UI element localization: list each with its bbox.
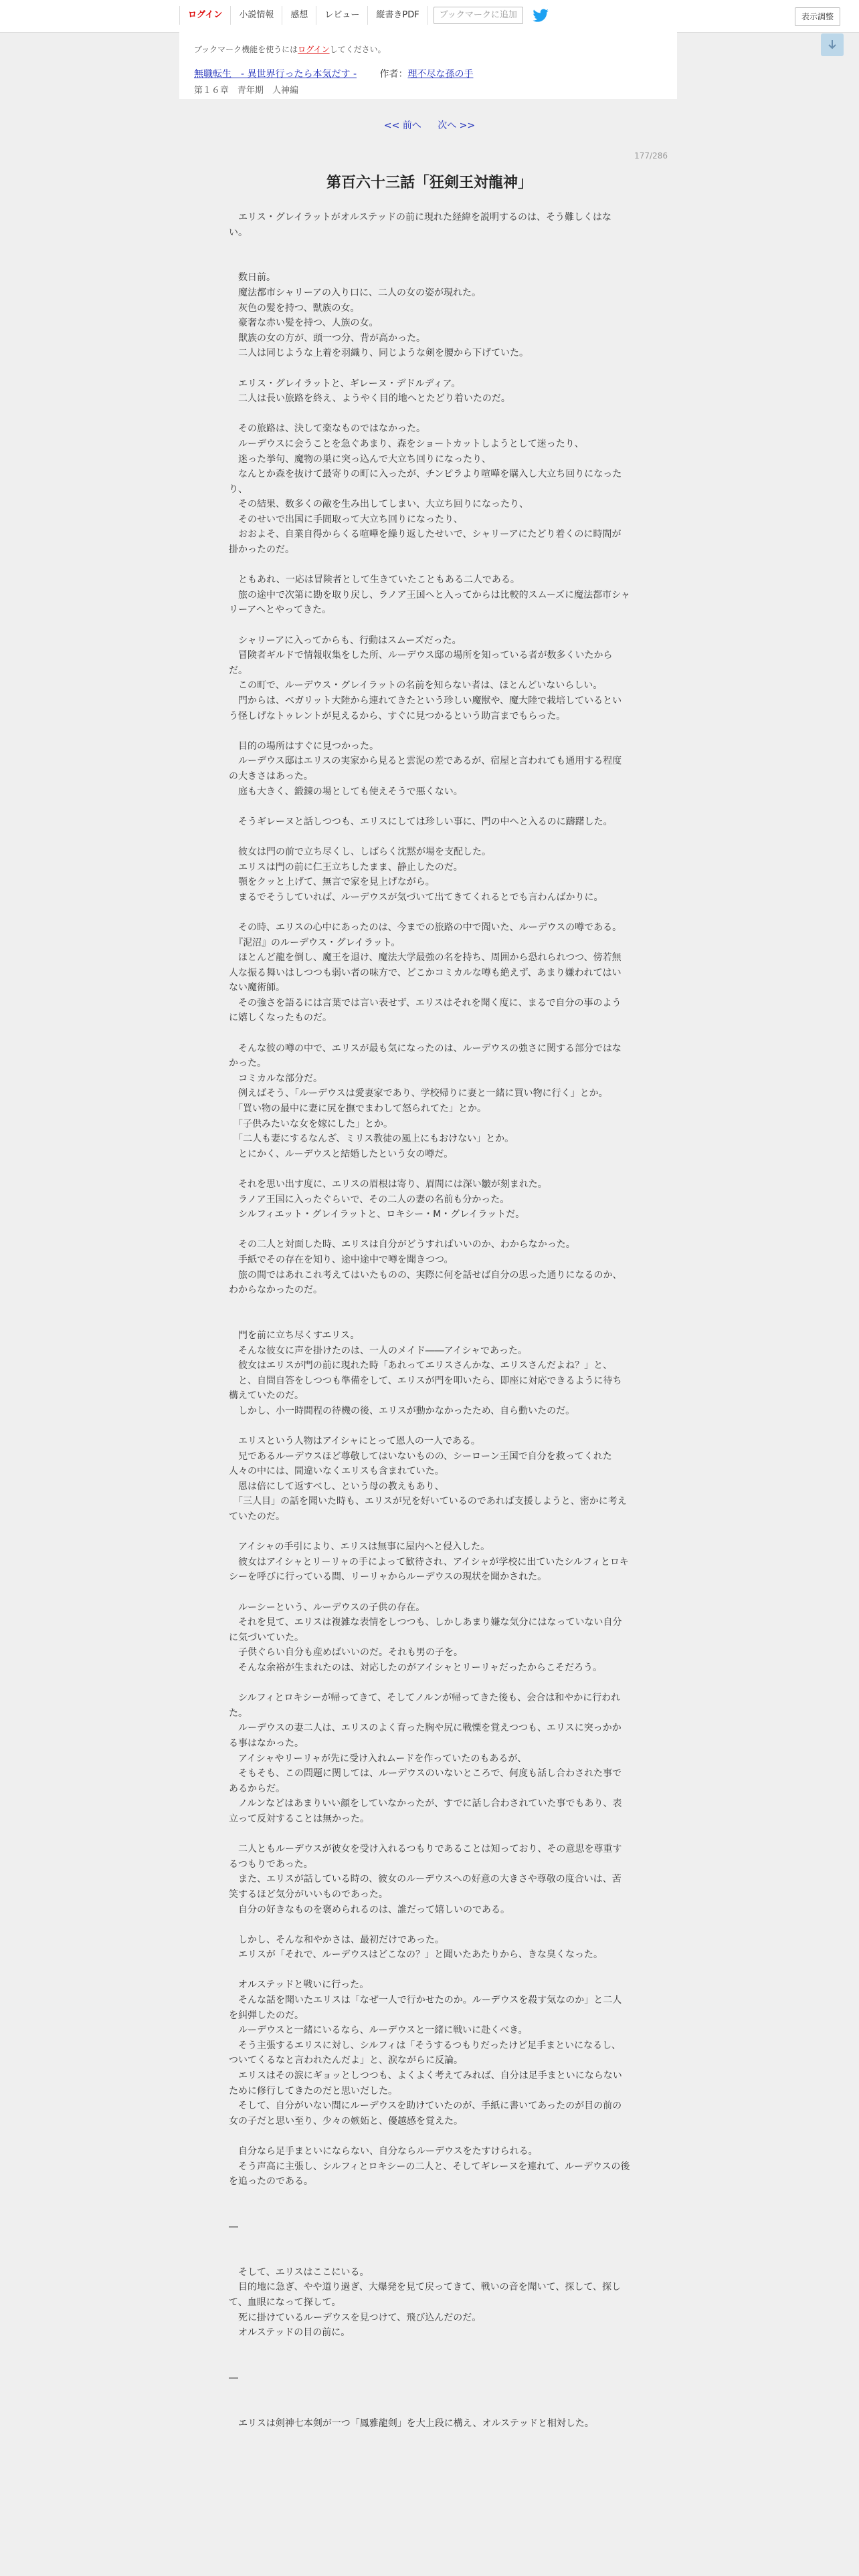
paragraph: 迷った挙句、魔物の巣に突っ込んで大立ち回りになったり、 <box>229 453 491 465</box>
nav-novel-info[interactable]: 小説情報 <box>231 6 282 25</box>
top-bar <box>0 0 859 33</box>
blank-line <box>229 799 630 815</box>
paragraph: その旅路は、決して楽なものではなかった。 <box>229 423 425 435</box>
note-login-link[interactable]: ログイン <box>298 45 330 54</box>
paragraph: 『泥沼』のルーデウス・グレイラット。 <box>229 937 401 948</box>
paragraph: エリスという人物はアイシャにとって恩人の一人である。 <box>229 1436 480 1447</box>
paragraph: しかし、そんな和やかさは、最初だけであった。 <box>229 1934 444 1945</box>
chapter-title: 第百六十三話「狂剣王対龍神」 <box>326 175 533 191</box>
paragraph: 庭も大きく、鍛錬の場としても使えそうで悪くない。 <box>229 786 463 797</box>
paragraph: 豪奢な赤い髪を持つ、人族の女。 <box>229 318 379 329</box>
paragraph: シャリーアに入ってからも、行動はスムーズだった。 <box>229 635 462 646</box>
paragraph: 門からは、ベガリット大陸から連れてきたという珍しい魔獣や、魔大陸で栽培しているという怪しげなトゥレントが見えるから、すぐに見つかるという助言までもらった。 <box>229 695 622 722</box>
paragraph: 目的の場所はすぐに見つかった。 <box>229 740 379 752</box>
blank-line <box>229 361 630 377</box>
paragraph: エリスは剣神七本剣が一つ「鳳雅龍剣」を大上段に構え、オルステッドと相対した。 <box>229 2418 594 2429</box>
paragraph: その結果、数多くの敵を生み出してしまい、大立ち回りになったり、 <box>229 499 529 510</box>
paragraph: エリスが「それで、ルーデウスはどこなの？」と聞いたあたりから、きな臭くなった。 <box>229 1949 603 1961</box>
blank-line <box>229 1963 630 1978</box>
paragraph: その二人と対面した時、エリスは自分がどうすればいいのか、わからなかった。 <box>229 1239 575 1251</box>
paragraph: 旅の間ではあれこれ考えてはいたものの、実際に何を話せば自分の思った通りになるのか、わからなかったのだ。 <box>229 1269 622 1296</box>
paragraph: ノルンなどはあまりいい顔をしていなかったが、すでに話し合わされていた事でもあり、表立って反対することは無かった。 <box>229 1798 622 1824</box>
blank-line <box>229 240 630 255</box>
paragraph: 門を前に立ち尽くすエリス。 <box>229 1329 360 1341</box>
paragraph: そもそも、この問題に関しては、ルーデウスのいないところで、何度も話し合わされた事であるからだ。 <box>229 1768 622 1794</box>
paragraph: ルーデウス邸はエリスの実家から見ると雲泥の差であるが、宿屋と言われても通用する程度の大きさはあった。 <box>229 756 622 782</box>
paragraph: 彼女はアイシャとリーリャの手によって歓待され、アイシャが学校に出ていたシルフィとロキシーを呼びに行っている間、リーリャからルーデウスの現状を聞かされた。 <box>229 1556 629 1583</box>
paragraph: そして、自分がいない間にルーデウスを助けていたのが、手紙に書いてあったのが目の前の女の子だと思い至り、少々の嫉妬と、優越感を覚えた。 <box>229 2101 622 2127</box>
paragraph: シルフィエット・グレイラットと、ロキシー・M・グレイラットだ。 <box>229 1209 525 1220</box>
blank-line <box>229 724 630 739</box>
paragraph: そう声高に主張し、シルフィとロキシーの二人と、そしてギレーヌを連れて、ルーデウスの後を追ったのである。 <box>229 2161 630 2187</box>
paragraph: シルフィとロキシーが帰ってきて、そしてノルンが帰ってきた後も、会合は和やかに行われた。 <box>229 1693 621 1719</box>
paragraph: なんとか森を抜けて最寄りの町に入ったが、チンピラより喧嘩を購入し大立ち回りになったり、 <box>229 469 622 495</box>
paragraph: コミカルな部分だ。 <box>229 1073 322 1084</box>
bookmark-login-note <box>194 43 386 55</box>
paragraph: アイシャの手引により、エリスは無事に屋内へと侵入した。 <box>229 1541 490 1553</box>
blank-line <box>229 2386 630 2401</box>
paragraph: 「子供みたいな女を嫁にした」とか。 <box>229 1118 393 1130</box>
author-link[interactable]: 理不尽な孫の手 <box>407 69 474 80</box>
paragraph: エリスは門の前に仁王立ちしたまま、静止したのだ。 <box>229 861 463 873</box>
paragraph: そんな話を聞いたエリスは「なぜ一人で行かせたのか。ルーデウスを殺す気なのか」と二人を糾弾したのだ。 <box>229 1995 622 2021</box>
paragraph: ともあれ、一応は冒険者として生きていたこともある二人である。 <box>229 574 520 586</box>
paragraph: 恩は倍にして返すべし、という母の教えもあり、 <box>229 1481 444 1492</box>
novel-info-panel <box>179 32 677 99</box>
paragraph: それを見て、エリスは複雑な表情をしつつも、しかしあまり嫌な気分にはなっていない自分に気づいていた。 <box>229 1617 622 1643</box>
display-settings-button[interactable]: 表示調整 <box>795 7 840 26</box>
paragraph: エリス・グレイラットがオルステッドの前に現れた経緯を説明するのは、そう難しくはない。 <box>229 212 612 238</box>
blank-line <box>229 1525 630 1540</box>
author-label: 作者： <box>379 69 408 80</box>
blank-line <box>229 2401 630 2416</box>
paragraph: 手紙でその存在を知り、途中途中で噂を聞きつつ。 <box>229 1254 454 1265</box>
paragraph: エリスはその涙にギョッとしつつも、よくよく考えてみれば、自分は足手まといにならないために修行してきたのだと思いだした。 <box>229 2070 622 2097</box>
paragraph: 二人は長い旅路を終え、ようやく目的地へとたどり着いたのだ。 <box>229 393 510 405</box>
blank-line <box>229 2235 630 2250</box>
paragraph: 彼女は門の前で立ち尽くし、しばらく沈黙が場を支配した。 <box>229 846 491 857</box>
paragraph: 死に掛けているルーデウスを見つけて、飛び込んだのだ。 <box>229 2312 482 2323</box>
paragraph: ほとんど龍を倒し、魔王を退け、魔法大学最強の名を持ち、周囲から恐れられつつ、傍若無人な振る舞いはしつつも弱い者の味方で、どこかコミカルな噂も絶えず、あまり嫌われてはいない魔術師。 <box>229 952 622 994</box>
paragraph: 「二人も妻にするなんざ、ミリス教徒の風上にもおけない」とか。 <box>229 1134 514 1145</box>
paragraph: 目的地に急ぎ、やや道り過ぎ、大爆発を見て戻ってきて、戦いの音を聞いて、探して、探して、血眼になって探して。 <box>229 2282 622 2308</box>
blank-line <box>229 2341 630 2356</box>
scroll-down-button[interactable] <box>821 33 844 56</box>
blank-line <box>229 829 630 845</box>
paragraph: と、自問自答をしつつも準備をして、エリスが門を叩いたら、即座に対応できるように待ち構えていたのだ。 <box>229 1375 622 1402</box>
paragraph: 自分なら足手まといにならない、自分ならルーデウスをたすけられる。 <box>229 2146 538 2157</box>
paragraph: そして、エリスはここにいる。 <box>229 2266 369 2278</box>
paragraph: そうギレーヌと話しつつも、エリスにしては珍しい事に、門の中へと入るのに躊躇した。 <box>229 816 613 827</box>
series-title-link[interactable]: 無職転生 - 異世界行ったら本気だす - <box>194 69 357 80</box>
paragraph: また、エリスが話している時の、彼女のルーデウスへの好意の大きさや尊敬の度合いは、苦笑するほど気分がいいものであった。 <box>229 1874 622 1900</box>
chapter-info: 第１６章 青年期 人神編 <box>194 86 299 96</box>
paragraph: 「買い物の最中に妻に尻を撫でまわして怒られてた」とか。 <box>229 1103 486 1115</box>
blank-line <box>229 1827 630 1842</box>
paragraph: それを思い出す度に、エリスの眉根は寄り、眉間には深い皺が刻まれた。 <box>229 1179 547 1190</box>
blank-line <box>229 2204 630 2220</box>
paragraph: 例えばそう、「ルーデウスは愛妻家であり、学校帰りに妻と一緒に買い物に行く」とか。 <box>229 1088 608 1099</box>
paragraph: ルーデウスの妻二人は、エリスのよく育った胸や尻に戦慄を覚えつつも、エリスに突っかかる事はなかった。 <box>229 1723 622 1749</box>
prev-link[interactable]: << 前へ <box>383 120 421 131</box>
novel-body <box>229 210 630 2431</box>
twitter-bird-icon[interactable] <box>531 6 550 25</box>
paragraph: エリス・グレイラットと、ギレーヌ・デドルディア。 <box>229 378 461 389</box>
paragraph: そんな彼女に声を掛けたのは、一人のメイド――アイシャであった。 <box>229 1345 528 1356</box>
paragraph: ― <box>229 2221 238 2232</box>
paragraph: おおよそ、自業自得からくる喧嘩を繰り返したせいで、シャリーアにたどり着くのに時間が掛かったのだ。 <box>229 529 622 556</box>
paragraph: そのせいで出国に手間取って大立ち回りになったり、 <box>229 514 463 525</box>
nav-vertical-pdf[interactable]: 縦書きPDF <box>368 6 427 25</box>
blank-line <box>229 1222 630 1238</box>
blank-line <box>229 255 630 271</box>
nav-impressions[interactable]: 感想 <box>282 6 316 25</box>
series-line <box>194 67 473 80</box>
blank-line <box>229 1162 630 1177</box>
paragraph: 「三人目」の話を聞いた時も、エリスが兄を好いているのであれば支援しようと、密かに考えていたのだ。 <box>229 1496 627 1523</box>
paragraph: ルーデウスと一緒にいるなら、ルーデウスと一緒に戦いに赴くべき。 <box>229 2025 528 2036</box>
paragraph: 数日前。 <box>229 272 276 284</box>
paragraph: アイシャやリーリャが先に受け入れムードを作っていたのもあるが、 <box>229 1753 527 1764</box>
blank-line <box>229 558 630 573</box>
blank-line <box>229 1419 630 1434</box>
paragraph: 魔法都市シャリーアの入り口に、二人の女の姿が現れた。 <box>229 287 482 298</box>
paragraph: この町で、ルーデウス・グレイラットの名前を知らない者は、ほとんどいないらしい。 <box>229 680 603 691</box>
paragraph: その時、エリスの心中にあったのは、今までの旅路の中で聞いた、ルーデウスの噂である。 <box>229 922 622 933</box>
paragraph: 旅の途中で次第に勘を取り戻し、ラノア王国へと入ってからは比較的スムーズに魔法都市シャリーアへとやってきた。 <box>229 589 630 616</box>
nav-login[interactable]: ログイン <box>179 6 231 25</box>
blank-line <box>229 2129 630 2144</box>
paragraph: その強さを語るには言葉では言い表せず、エリスはそれを聞く度に、まるで自分の事のように嬉しくなったものだ。 <box>229 997 622 1024</box>
blank-line <box>229 618 630 633</box>
paragraph: オルステッドと戦いに行った。 <box>229 1979 369 1991</box>
blank-line <box>229 2250 630 2265</box>
blank-line <box>229 2355 630 2371</box>
blank-line <box>229 1585 630 1600</box>
next-link[interactable]: 次へ >> <box>438 120 476 131</box>
paragraph: とにかく、ルーデウスと結婚したという女の噂だ。 <box>229 1148 454 1160</box>
blank-line <box>229 905 630 920</box>
arrow-down-icon <box>821 33 844 56</box>
blank-line <box>229 407 630 422</box>
paragraph: 二人は同じような上着を羽織り、同じような剣を腰から下げていた。 <box>229 348 529 359</box>
blank-line <box>229 1298 630 1313</box>
paragraph: 兄であるルーデウスほど尊敬してはいないものの、シーローン王国で自分を救ってくれた人々の中には、間違いなくエリスも含まれていた。 <box>229 1451 612 1477</box>
blank-line <box>229 1676 630 1691</box>
paragraph: ― <box>229 2372 238 2383</box>
paragraph: ラノア王国に入ったぐらいで、その二人の妻の名前も分かった。 <box>229 1194 510 1205</box>
paragraph: 二人ともルーデウスが彼女を受け入れるつもりであることは知っており、その意思を尊重するつもりであった。 <box>229 1844 622 1870</box>
paragraph: そう主張するエリスに対し、シルフィは「そうするつもりだったけど足手まといになるし、ついてくるなと言われたんだよ」と、涙ながらに反論。 <box>229 2040 622 2066</box>
blank-line <box>229 1026 630 1041</box>
page-counter: 177/286 <box>634 151 668 160</box>
global-nav <box>179 6 550 26</box>
paragraph: そんな彼の噂の中で、エリスが最も気になったのは、ルーデウスの強さに関する部分ではなかった。 <box>229 1043 622 1069</box>
note-before: ブックマーク機能を使うには <box>194 45 298 54</box>
blank-line <box>229 1917 630 1933</box>
pager <box>0 118 859 132</box>
bookmark-button[interactable]: ブックマークに追加 <box>434 7 523 24</box>
paragraph: 彼女はエリスが門の前に現れた時「あれってエリスさんかな、エリスさんだよね？」と、 <box>229 1360 613 1372</box>
paragraph: ルーデウスに会うことを急ぐあまり、森をショートカットしようとして迷ったり、 <box>229 438 584 449</box>
paragraph: 顎をクッと上げて、無言で家を見上げながら。 <box>229 877 435 888</box>
paragraph: そんな余裕が生まれたのは、対応したのがアイシャとリーリャだったからこそだろう。 <box>229 1662 603 1673</box>
paragraph: 獣族の女の方が、頭一つ分、背が高かった。 <box>229 332 425 344</box>
note-after: してください。 <box>329 45 386 54</box>
paragraph: 冒険者ギルドで情報収集をした所、ルーデウス邸の場所を知っている者が数多くいたからだ。 <box>229 650 613 676</box>
paragraph: 灰色の髪を持つ、獣族の女。 <box>229 302 360 314</box>
paragraph: 自分の好きなものを褒められるのは、誰だって嬉しいのである。 <box>229 1904 510 1915</box>
nav-review[interactable]: レビュー <box>316 6 368 25</box>
paragraph: まるでそうしていれば、ルーデウスが気づいて出てきてくれるとでも言わんばかりに。 <box>229 891 603 903</box>
paragraph: 子供ぐらい自分も産めばいいのだ。それも男の子を。 <box>229 1647 463 1658</box>
paragraph: ルーシーという、ルーデウスの子供の存在。 <box>229 1602 425 1613</box>
paragraph: しかし、小一時間程の待機の後、エリスが動かなかったため、自ら動いたのだ。 <box>229 1405 575 1416</box>
blank-line <box>229 2189 630 2205</box>
blank-line <box>229 1313 630 1328</box>
paragraph: オルステッドの目の前に。 <box>229 2327 351 2339</box>
